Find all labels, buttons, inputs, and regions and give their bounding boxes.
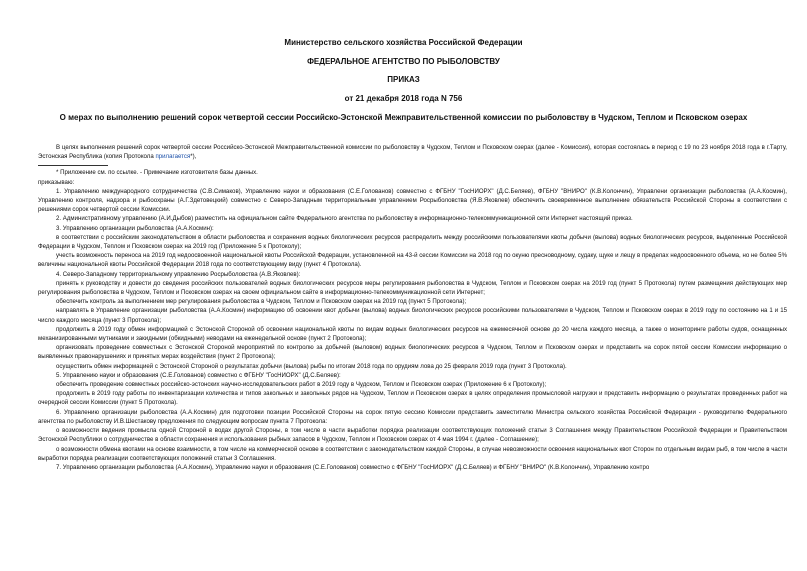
order-paragraph: принять к руководству и довести до сведения российских пользователей водных биологических ресурсов меры регулирования рыболовства в Чудском, Теплом и Псковском озерах на 2019 год (пункт 5 Протокола) путем размещения действующих мер регулирования рыболовства в Чудском, Теплом и Псковском озерах на своем официальном сайте в информационно-телекоммуникационной сети Интернет; bbox=[38, 279, 787, 297]
order-paragraph: в соответствии с российским законодательством в области рыболовства и сохранения водных биологических ресурсов распределить между российскими пользователями квоты добычи (вылова) водных биологических ресурсов, выделенные Российской Федерации в Чудском, Теплом и Псковском озерах на 2019 год (Приложение 5 к Протоколу); bbox=[38, 233, 787, 251]
order-paragraph: 3. Управлению организации рыболовства (А.А.Космин): bbox=[56, 224, 214, 232]
order-paragraph: 7. Управлению организации рыболовства (А.А.Космин), Управлению науки и образования (С.Е.Голованов) совместно с ФГБНУ "ГосНИОРХ" (Д.С.Беляев) и ФГБНУ "ВНИРО" (К.В.Колончин), Управлению контро bbox=[56, 463, 650, 471]
order-paragraph: 2. Административному управлению (А.И.Дыбов) разместить на официальном сайте Федерального агентства по рыболовству в информационно-телекоммуникационной сети Интернет настоящий приказ. bbox=[56, 215, 633, 223]
footnote: * Приложение см. по ссылке. - Примечание изготовителя базы данных. bbox=[56, 169, 258, 177]
order-paragraph: о возможности обмена квотами на основе взаимности, в том числе на коммерческой основе в соответствии с законодательством каждой Стороны, в случае невозможности освоения национальных квот Сторон по отдельным видам рыб, в том числе в части выработки порядка реализации соответствующих положений статьи 3 Соглашения. bbox=[38, 445, 787, 462]
document-body bbox=[38, 143, 787, 472]
order-paragraph: 6. Управлению организации рыболовства (А.А.Космин) для подготовки позиции Российской Стороны на сорок пятую сессию Комиссии представить заместителю Министра сельского хозяйства Российской Федерации - руководителю Федерального агентства по рыболовству И.В.Шестакову предложения по следующим вопросам пункта 7 Протокола: bbox=[38, 408, 787, 425]
order-paragraph: 4. Северо-Западному территориальному управлению Росрыболовства (А.В.Яковлев): bbox=[56, 270, 301, 278]
order-paragraph: организовать проведение совместных с Эстонской Стороной мероприятий по контролю за добычей (выловом) водных биологических ресурсов в Чудском, Теплом и Псковском озерах и представить на сорок пятой сессии Комиссии информацию о выявленных правонарушениях и принятых мерах воздействия (пункт 2 Протокола); bbox=[38, 344, 787, 361]
order-paragraphs bbox=[38, 187, 787, 472]
order-paragraph: учесть возможность переноса на 2019 год недоосвоенной национальной квоты Российской Федерации, установленной на 43-й сессии Комиссии на 2018 год по окуню пресноводному, судаку, щуке и лещу в пределах недоосвоенного объема, но не более 5% величины национальной квоты Российской Федерации 2018 года по соответствующему виду (пункт 4 Протокола). bbox=[38, 252, 787, 269]
order-paragraph: продолжить в 2019 году работы по инвентаризации количества и типов закольных и закольных рядов на Чудском, Теплом и Псковском озерах в целях определения промысловой нагрузки и представить информацию о результатах проведенных работ на очередной сессии Комиссии (пункт 5 Протокола). bbox=[38, 390, 787, 407]
protocol-link[interactable]: прилагается bbox=[155, 153, 191, 161]
order-paragraph: продолжить в 2019 году обмен информацией с Эстонской Стороной об освоении национальной квоты по видам водных биологических ресурсов на ежемесячной основе до 20 числа каждого месяца, а также о мониторинге работы судов, оснащенных механизированными мутниками и закидными (обкидными) неводами на еженедельной основе (пункт 2 Протокола); bbox=[38, 325, 787, 343]
ministry-heading: Министерство сельского хозяйства Российской Федерации bbox=[284, 38, 523, 47]
agency-heading: ФЕДЕРАЛЬНОЕ АГЕНТСТВО ПО РЫБОЛОВСТВУ bbox=[307, 57, 500, 66]
order-paragraph: 5. Управлению науки и образования (С.Е.Голованов) совместно с ФГБНУ "ГосНИОРХ" (Д.С.Беляев): bbox=[56, 371, 341, 379]
intro-paragraph bbox=[38, 143, 787, 161]
order-paragraph: направлять в Управление организации рыболовства (А.А.Космин) информацию об освоении квот добычи (вылова) водных биологических ресурсов российскими пользователями в Чудском, Теплом и Псковском озерах в 2019 году по состоянию на 1 и 15 число каждого месяца (пункт 3 Протокола); bbox=[38, 307, 787, 324]
order-paragraph: осуществить обмен информацией с Эстонской Стороной о результатах добычи (вылова) рыбы по итогам 2018 года по орудиям лова до 25 февраля 2019 года (пункт 3 Протокола). bbox=[56, 362, 567, 370]
document-type: ПРИКАЗ bbox=[387, 75, 420, 84]
order-paragraph: о возможности ведения промысла одной Стороной в водах другой Стороны, в том числе в части выработки порядка реализации соответствующих положений статьи 3 Соглашения между Правительством Российской Федерации и Правительством Эстонской Республики о сотрудничестве в области сохранения и использования рыбных запасов в Чудском, Теплом и Псковском озерах от 4 мая 1994 г. (далее - Соглашение); bbox=[38, 427, 787, 444]
order-paragraph: обеспечить проведение совместных российско-эстонских научно-исследовательских работ в 2019 году в Чудском, Теплом и Псковском озерах (Приложение 6 к Протоколу); bbox=[56, 381, 547, 389]
order-paragraph: обеспечить контроль за выполнением мер регулирования рыболовства в Чудском, Теплом и Псковском озерах на 2019 год (пункт 5 Протокола); bbox=[56, 298, 467, 306]
order-paragraph: 1. Управлению международного сотрудничества (С.В.Симаков), Управлению науки и образования (С.Е.Голованов) совместно с ФГБНУ "ГосНИОРХ" (Д.С.Беляев), ФГБНУ "ВНИРО" (К.В.Колончин), Управлени организации рыболовства (А.А.Космин), Управлению контроля, надзора и рыбоохраны (А.Г.Здетовецкий) совместно с Северо-Западным территориальным управлением Росрыболовства (Я.В.Яковлев) обеспечить своевременное выполнение обязательств Российской Стороны в соответствии с решениями сорок четвертой сессии Комиссии. bbox=[38, 187, 787, 214]
order-word: приказываю: bbox=[38, 178, 75, 186]
document-title: О мерах по выполнению решений сорок четвертой сессии Российско-Эстонской Межправительственной комиссии по рыболовству в Чудском, Теплом и Псковском озерах bbox=[59, 113, 748, 122]
document-date-number: от 21 декабря 2018 года N 756 bbox=[344, 94, 463, 103]
footnote-divider bbox=[38, 165, 108, 166]
intro-text: В целях выполнения решений сорок четвертой сессии Российско-Эстонской Межправительственной комиссии по рыболовству в Чудском, Теплом и Псковском озерах (далее - Комиссия), которая состоялась в период с 19 по 23 ноября 2018 года в г.Тарту, Эстонская Республика (копия Протокола bbox=[38, 144, 787, 161]
intro-text-end: *), bbox=[190, 153, 197, 161]
